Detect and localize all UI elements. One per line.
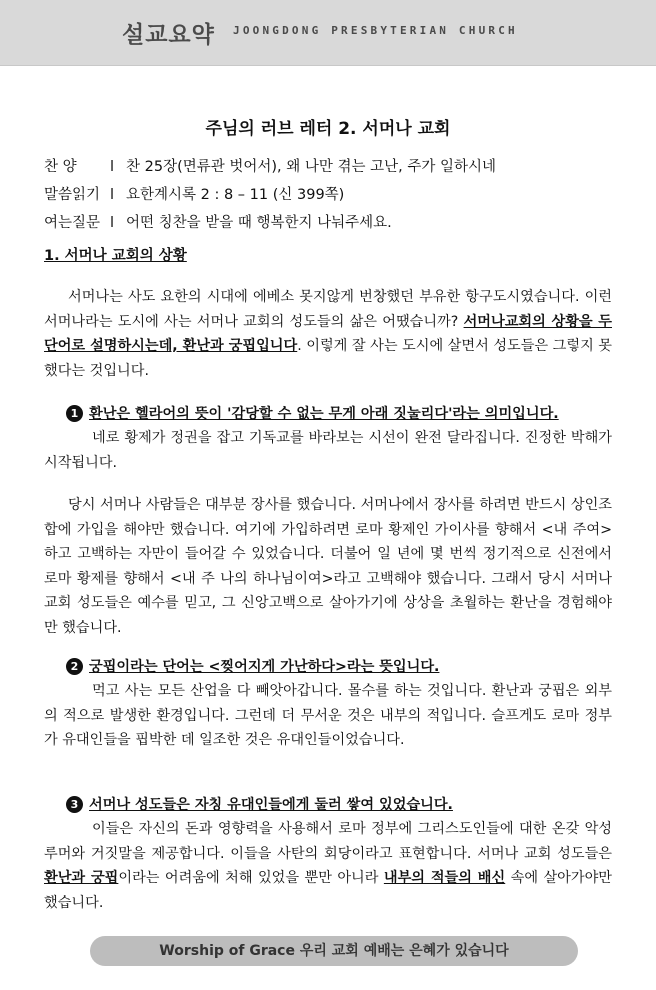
info-label: 말씀읽기: [44, 187, 101, 203]
point-body-1: [44, 426, 612, 475]
info-row-hymn: [44, 155, 496, 176]
info-separator: l: [110, 187, 115, 203]
point-heading-3: [66, 794, 453, 814]
intro-text-end: . 이렇게 잘 사는 도시에 살면서 성도들은 그렇지 못했다는 것입니다.: [44, 338, 612, 379]
info-value: 어떤 칭찬을 받을 때 행복한지 나눠주세요.: [126, 215, 392, 231]
point-heading-text: 궁핍이라는 단어는 <찢어지게 가난하다>라는 뜻입니다.: [89, 659, 440, 675]
point-emphasis: 내부의 적들의 배신: [383, 870, 506, 886]
point-heading-1: [66, 403, 559, 423]
info-value: 찬 25장(면류관 벗어서), 왜 나만 겪는 고난, 주가 일하시네: [126, 159, 497, 175]
point-body-text: 먹고 사는 모든 산업을 다 빼앗아갑니다. 몰수를 하는 것입니다. 환난과 궁핍은 외부의 적으로 발생한 환경입니다. 그런데 더 무서운 것은 내부의 적입니다. 슬프게도 로마 정부가 유대인들을 핍박한 데 일조한 것은 유대인들이었습니다.: [44, 683, 612, 748]
intro-text: 서머나는 사도 요한의 시대에 에베소 못지않게 번창했던 부유한 항구도시였습니다. 이런 서머나라는 도시에 사는 서머나 교회의 성도들의 삶은 어땠습니까?: [44, 289, 612, 330]
info-row-question: [44, 211, 392, 232]
point-body-3: [44, 817, 612, 915]
number-badge-icon: 3: [66, 796, 83, 813]
info-separator: l: [110, 215, 115, 231]
sermon-title: 주님의 러브 레터 2. 서머나 교회: [205, 119, 451, 139]
section-heading: 1. 서머나 교회의 상황: [44, 248, 187, 264]
point-body-text: 네로 황제가 정권을 잡고 기독교를 바라보는 시선이 완전 달라집니다. 진정한 박해가 시작됩니다.: [44, 430, 612, 471]
number-badge-icon: 2: [66, 658, 83, 675]
point-emphasis: 환난과 궁핍: [44, 870, 119, 886]
number-badge-icon: 1: [66, 405, 83, 422]
header-title: 설교요약: [122, 22, 215, 48]
info-separator: l: [110, 159, 115, 175]
point-body-text-mid: 이라는 어려움에 처해 있었을 뿐만 아니라: [118, 870, 384, 886]
intro-paragraph: [44, 285, 612, 383]
header-band: [0, 0, 656, 66]
point-body-1b: [44, 493, 612, 640]
info-row-reading: [44, 183, 344, 204]
point-body-text-end: 속에 살아가야만 했습니다.: [44, 870, 612, 911]
info-label: 찬 양: [44, 159, 77, 175]
info-label: 여는질문: [44, 215, 101, 231]
point-heading-text: 서머나 성도들은 자칭 유대인들에게 둘러 쌓여 있었습니다.: [89, 797, 453, 813]
info-value: 요한계시록 2 : 8 – 11 (신 399쪽): [126, 187, 345, 203]
point-heading-text: 환난은 헬라어의 뜻이 '감당할 수 없는 무게 아래 짓눌리다'라는 의미입니다.: [89, 406, 559, 422]
point-body-2: [44, 679, 612, 753]
point-heading-2: [66, 656, 439, 676]
point-body-text: 이들은 자신의 돈과 영향력을 사용해서 로마 정부에 그리스도인들에 대한 온갖 악성 루머와 거짓말을 제공합니다. 이들을 사탄의 회당이라고 표현합니다. 서머나 교회 성도들은: [44, 821, 612, 862]
header-subtitle: JOONGDONG PRESBYTERIAN CHURCH: [233, 24, 518, 37]
footer-banner: Worship of Grace 우리 교회 예배는 은혜가 있습니다: [90, 936, 578, 966]
intro-emphasis: 서머나교회의 상황을 두 단어로 설명하시는데, 환난과 궁핍입니다: [44, 313, 612, 354]
point-body-text: 당시 서머나 사람들은 대부분 장사를 했습니다. 서머나에서 장사를 하려면 반드시 상인조합에 가입을 해야만 했습니다. 여기에 가입하려면 로마 황제인 가이사를 향해서 <내 주여>하고 고백하는 자만이 들어갈 수 있었습니다. 더불어 일 년에 몇 번씩 정기적으로 신전에서 로마 황제를 향해서 <내 주 나의 하나님이여>라고 고백해야 했습니다. 그래서 당시 서머나 교회 성도들은 예수를 믿고, 그 신앙고백으로 살아가기에 상상을 초월하는 환난을 경험해야만 했습니다.: [44, 497, 612, 636]
